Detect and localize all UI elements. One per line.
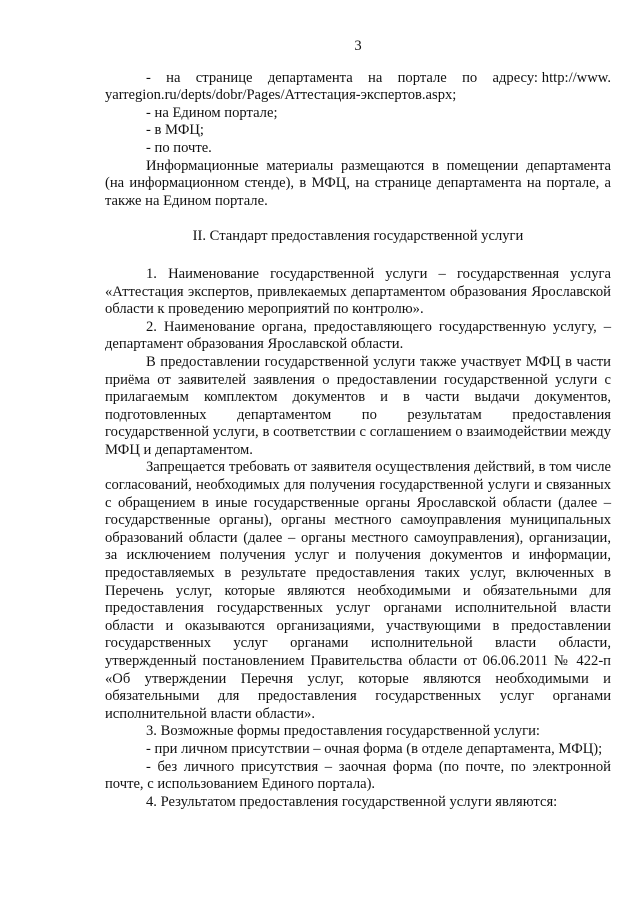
list-item-mfc: - в МФЦ; — [146, 122, 204, 139]
paragraph-prohibition: Запрещается требовать от заявителя осуществления действий, в том числе согласований, необходимых для получения государственной услуги и связанных с обращением в иные государственные органы Ярославской области (далее – государственные органы), органы местного самоуправления муниципальных образований области (далее – органы местного самоуправления), организации, за исключением получения услуг и получения документов и информации, предоставляемых в результате предоставления таких услуг, включенных в Перечень услуг, которые являются необходимыми и обязательными для предоставления государственных услуг органами исполнительной власти области и оказываются организациями, участвующими в предоставлении государственных услуг органами исполнительной власти области, утвержденный постановлением Правительства области от 06.06.2011 № 422-п «Об утверждении Перечня услуг, которые являются необходимыми и обязательными для предоставления государственных услуг органами исполнительной власти области». — [105, 459, 611, 722]
list-item-unified-portal: - на Едином портале; — [146, 104, 278, 121]
page-number: 3 — [354, 38, 362, 54]
document-page — [105, 38, 611, 811]
section-heading: II. Стандарт предоставления государственной услуги — [192, 228, 524, 245]
list-item-post: - по почте. — [146, 139, 212, 156]
paragraph-results: 4. Результатом предоставления государственной услуги являются: — [146, 793, 558, 810]
paragraph-service-name: 1. Наименование государственной услуги – государственная услуга «Аттестация экспертов, привлекаемых департаментом образования Ярославской области к проведению мероприятий по контролю». — [105, 265, 611, 318]
paragraph-portal-url: - на странице департамента на портале по адресу: http://www.yarregion.ru/depts/dobr/Pages/Аттестация-экспертов.aspx; — [105, 69, 611, 104]
paragraph-info-materials: Информационные материалы размещаются в помещении департамента (на информационном стенде), в МФЦ, на странице департамента на портале, а также на Едином портале. — [105, 157, 611, 209]
paragraph-service-forms: 3. Возможные формы предоставления государственной услуги: — [146, 723, 540, 740]
list-item-remote: - без личного присутствия – заочная форма (по почте, по электронной почте, с использованием Единого портала). — [105, 758, 611, 793]
paragraph-authority-name: 2. Наименование органа, предоставляющего государственную услугу, – департамент образования Ярославской области. — [105, 318, 611, 353]
paragraph-mfc-participation: В предоставлении государственной услуги также участвует МФЦ в части приёма от заявителей заявления о предоставлении государственной услуги с прилагаемым комплектом документов и в части выдачи документов, подготовленных департаментом по результатам предоставления государственной услуги, в соответствии с соглашением о взаимодействии между МФЦ и департаментом. — [105, 353, 611, 458]
list-item-in-person: - при личном присутствии – очная форма (в отделе департамента, МФЦ); — [146, 740, 603, 757]
